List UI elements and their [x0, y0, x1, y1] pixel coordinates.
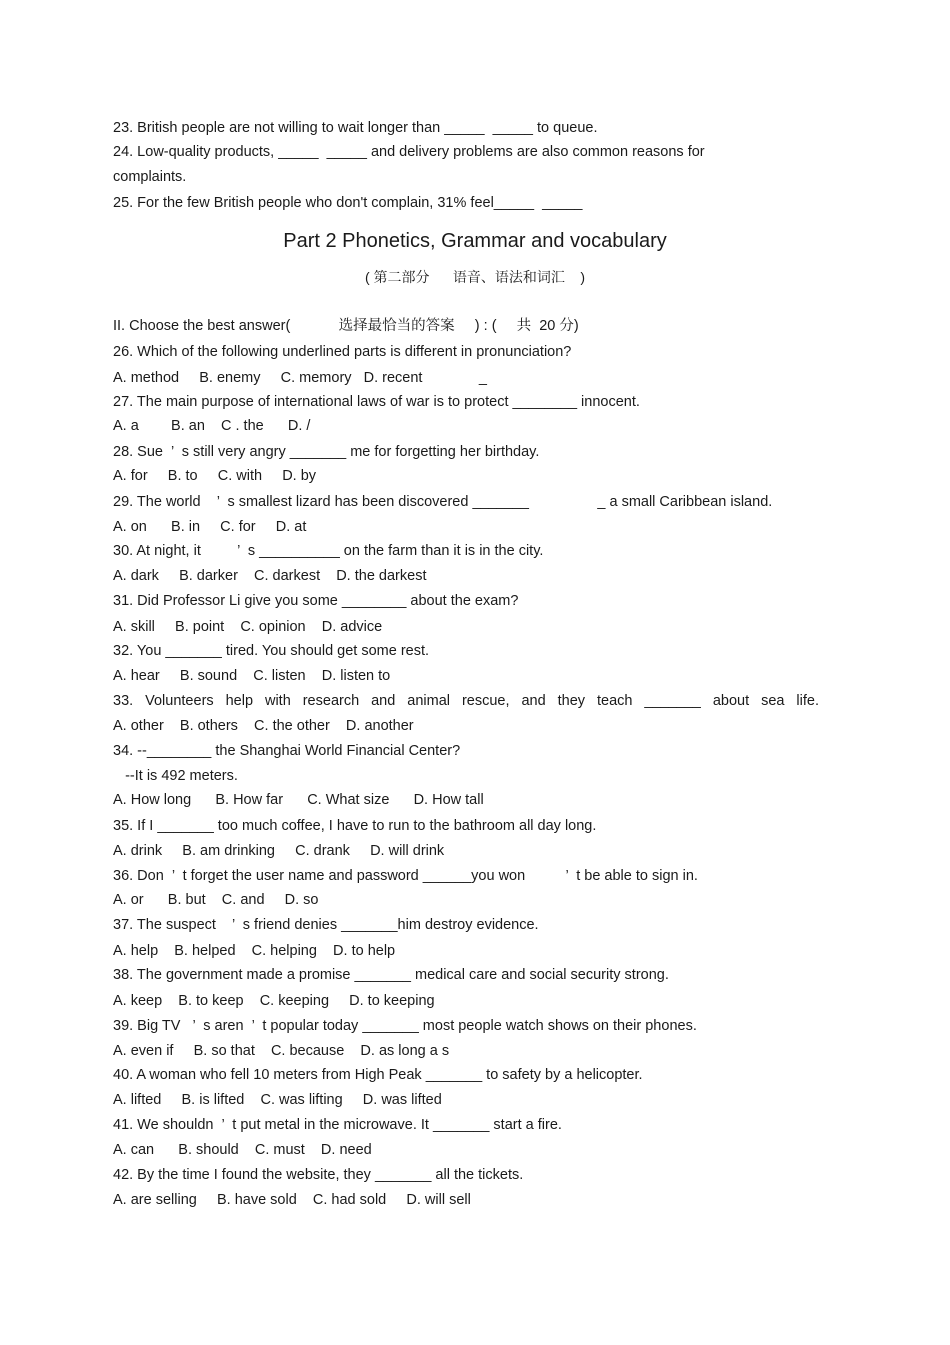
question-30: 30. At night, it ’ s __________ on the farm than it is in the city. — [113, 543, 544, 559]
question-24: 24. Low-quality products, _____ _____ and delivery problems are also common reasons for — [113, 144, 705, 160]
question-31: 31. Did Professor Li give you some ________ about the exam? — [113, 593, 519, 609]
question-42: 42. By the time I found the website, they _______ all the tickets. — [113, 1167, 524, 1183]
question-33: 33. Volunteers help with research and animal rescue, and they teach _______ about sea life. — [113, 693, 819, 709]
options-39: A. even if B. so that C. because D. as long a s — [113, 1043, 450, 1059]
question-28: 28. Sue ’ s still very angry _______ me for forgetting her birthday. — [113, 444, 540, 460]
options-30: A. dark B. darker C. darkest D. the darkest — [113, 568, 427, 584]
options-40: A. lifted B. is lifted C. was lifting D. was lifted — [113, 1092, 442, 1108]
options-29: A. on B. in C. for D. at — [113, 519, 307, 535]
question-24-continued: complaints. — [113, 169, 187, 185]
question-25: 25. For the few British people who don't complain, 31% feel_____ _____ — [113, 195, 583, 211]
options-34: A. How long B. How far C. What size D. How tall — [113, 792, 484, 808]
question-32: 32. You _______ tired. You should get some rest. — [113, 643, 430, 659]
question-40: 40. A woman who fell 10 meters from High Peak _______ to safety by a helicopter. — [113, 1067, 643, 1083]
question-27: 27. The main purpose of international laws of war is to protect ________ innocent. — [113, 394, 640, 410]
options-28: A. for B. to C. with D. by — [113, 468, 317, 484]
question-29: 29. The world ’ s smallest lizard has been discovered _______ _ a small Caribbean island. — [113, 494, 773, 510]
section-instruction: II. Choose the best answer( 选择最恰当的答案 ) : ( 共 20 分) — [113, 318, 579, 334]
options-31: A. skill B. point C. opinion D. advice — [113, 619, 383, 635]
question-23: 23. British people are not willing to wait longer than _____ _____ to queue. — [113, 120, 598, 136]
question-35: 35. If I _______ too much coffee, I have to run to the bathroom all day long. — [113, 818, 597, 834]
question-39: 39. Big TV ’ s aren ’ t popular today _______ most people watch shows on their phones. — [113, 1018, 697, 1034]
options-41: A. can B. should C. must D. need — [113, 1142, 372, 1158]
question-34-reply: --It is 492 meters. — [113, 768, 238, 784]
options-32: A. hear B. sound C. listen D. listen to — [113, 668, 391, 684]
question-26: 26. Which of the following underlined parts is different in pronunciation? — [113, 344, 572, 360]
question-36: 36. Don ’ t forget the user name and password ______you won ’ t be able to sign in. — [113, 868, 698, 884]
question-34: 34. --________ the Shanghai World Financial Center? — [113, 743, 461, 759]
question-37: 37. The suspect ’ s friend denies _______him destroy evidence. — [113, 917, 539, 933]
options-38: A. keep B. to keep C. keeping D. to keeping — [113, 993, 435, 1009]
options-42: A. are selling B. have sold C. had sold D. will sell — [113, 1192, 471, 1208]
part-title: Part 2 Phonetics, Grammar and vocabulary — [283, 230, 667, 252]
options-27: A. a B. an C . the D. / — [113, 418, 311, 434]
options-37: A. help B. helped C. helping D. to help — [113, 943, 396, 959]
options-33: A. other B. others C. the other D. another — [113, 718, 414, 734]
part-subtitle: ( 第二部分 语音、语法和词汇 ) — [364, 269, 586, 285]
options-26: A. method B. enemy C. memory D. recent _ — [113, 370, 487, 386]
question-41: 41. We shouldn ’ t put metal in the microwave. It _______ start a fire. — [113, 1117, 562, 1133]
options-35: A. drink B. am drinking C. drank D. will drink — [113, 843, 445, 859]
question-38: 38. The government made a promise _______ medical care and social security strong. — [113, 967, 669, 983]
options-36: A. or B. but C. and D. so — [113, 892, 319, 908]
